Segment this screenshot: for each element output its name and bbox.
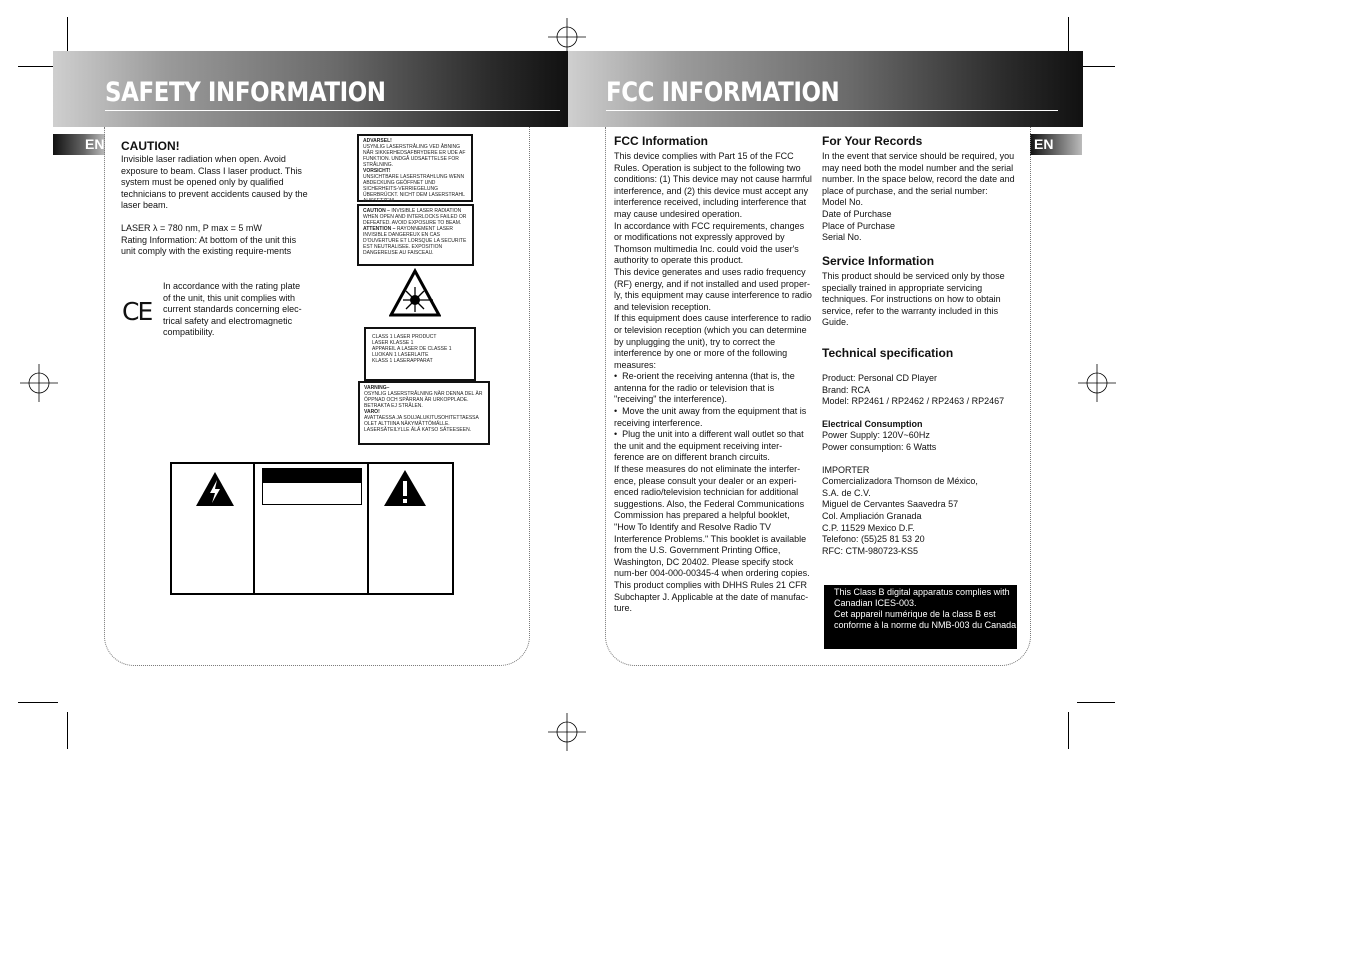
- record-field: Place of Purchase: [822, 220, 896, 231]
- caution-text: Invisible laser radiation when open. Avoid exposure to beam. Class I laser product. This system must be opened only by qualified technicians to prevent accidents caused by the laser beam.: [121, 154, 308, 211]
- fcc-bullet: • Plug the unit into a different wall outlet so that the unit and the equipment receiving inter-ference are on different branch circuits.: [614, 429, 804, 463]
- laser-warning-label-da-de: ADVARSEL! USYNLIG LASERSTRÅLING VED ÅBNING NÅR SIKKERHEDSAFBRYDERE ER UDE AF FUNKTION. UNDGÅ UDSAETTELSE FOR STRÅLNING. VORSICHT! UNSICHTBARE LASERSTRAHLUNG WENN ABDECKUNG GEÖFFNET UND SICHERHEITS-VERRIEGELUNG ÜBERBRÜCKT. NICHT DEM LASERSTRAHL AUSSETZEN!: [357, 134, 473, 202]
- spec-brand: Brand: RCA: [822, 384, 871, 395]
- safety-header-banner: [53, 51, 568, 127]
- registration-mark-icon: [548, 713, 586, 751]
- language-tab: EN: [1030, 134, 1082, 155]
- fcc-paragraph: In accordance with FCC requirements, changes or modifications not expressly approved by Thomson multimedia Inc. could void the user's authority to operate this product.: [614, 220, 805, 266]
- service-text: This product should be serviced only by those specially trained in appropriate servicing techniques. For instructions on how to obtain service, refer to the warranty included in this Guide.: [822, 271, 1005, 328]
- ices-english: This Class B digital apparatus complies with Canadian ICES-003.: [834, 587, 1010, 608]
- records-text: In the event that service should be required, you may need both the model number and the serial number. In the space below, record the date and place of purchase, and the serial number:: [822, 151, 1015, 196]
- importer-line: Telefono: (55)25 81 53 20: [822, 534, 925, 545]
- lightning-warning-icon: [194, 470, 236, 508]
- record-field: Serial No.: [822, 232, 862, 243]
- rating-info: Rating Information: At bottom of the unit this unit comply with the existing require-ments: [121, 234, 297, 257]
- service-heading: Service Information: [822, 254, 935, 268]
- spec-supply: Power Supply: 120V~60Hz: [822, 430, 930, 441]
- page-title: FCC INFORMATION: [606, 77, 840, 108]
- ices-french: Cet appareil numérique de la class B est conforme à la norme du NMB-003 du Canada: [834, 609, 1017, 630]
- importer-line: RFC: CTM-980723-KS5: [822, 545, 919, 556]
- importer-line: Comercializadora Thomson de México,: [822, 476, 978, 487]
- caution-section: [121, 139, 311, 258]
- page-title: SAFETY INFORMATION: [105, 77, 386, 108]
- fcc-paragraph: If this equipment does cause interference to radio or television reception (which you can determine by unplugging the unit), try to correct the interference by one or more of the following measures:: [614, 313, 812, 370]
- fcc-paragraph: This device generates and uses radio frequency (RF) energy, and if not installed and used proper-ly, this equipment may cause interference to radio and television reception.: [614, 266, 812, 312]
- laser-warning-label-sv-fi: VARNING– OSYNLIG LASERSTRÅLNING NÄR DENNA DEL ÄR ÖPPNAD OCH SPÄRRAN ÄR URKOPPLADE. BETRAKTA EJ STRÅLEN. VARO! AVATTAESSA JA SOUJALUKITUSOHITETTAESSA OLET ALTTIINA NÄKYMÄTTÖMÄLLE. LASERSÄTEILYLLE ÄLÄ KATSO SÄTEESEEN.: [358, 381, 490, 445]
- fcc-header-banner: [568, 51, 1083, 127]
- spec-product: Product: Personal CD Player: [822, 373, 938, 383]
- service-section: [822, 254, 1018, 329]
- fcc-bullet: • Move the unit away from the equipment that is receiving interference.: [614, 406, 807, 428]
- importer-line: Miguel de Cervantes Saavedra 57: [822, 499, 959, 510]
- records-section: [822, 134, 1022, 244]
- laser-hazard-icon: [389, 268, 441, 318]
- record-field: Date of Purchase: [822, 208, 892, 219]
- fcc-paragraph: This device complies with Part 15 of the FCC Rules. Operation is subject to the following two conditions: (1) This device may not cause harmful interference, and (2) this device must accept any interference received, including interference that may cause undesired operation.: [614, 151, 812, 219]
- importer-line: Col. Ampliación Granada: [822, 510, 922, 521]
- spec-consumption: Power consumption: 6 Watts: [822, 441, 937, 452]
- importer-line: IMPORTER: [822, 464, 870, 475]
- tech-heading: Technical specification: [822, 346, 954, 360]
- language-tab: EN: [53, 134, 105, 155]
- importer-line: S.A. de C.V.: [822, 487, 871, 498]
- laser-warning-label-en-fr: CAUTION – INVISIBLE LASER RADIATION WHEN OPEN AND INTERLOCKS FAILED OR DEFEATED. AVOID EXPOSURE TO BEAM. ATTENTION – RAYONNEMENT LASER INVISIBLE DANGEREUX EN CAS D'OUVERTURE ET LORSQUE LA SECURITE EST NEUTRALISEE. EXPOSITION DANGEREUSE AU FAISCEAU.: [357, 204, 474, 266]
- caution-banner: [262, 468, 362, 505]
- fcc-paragraph: If these measures do not eliminate the interfer-ence, please consult your dealer or an experi-enced radio/television technician for additional suggestions. Also, the Federal Communications Commission has prepared a helpful booklet, "How To Identify and Resolve Radio TV Interference Problems." This booklet is available from the U.S. Government Printing Office, Washington, DC 20402. Please specify stock num-ber 004-000-00345-4 when ordering copies.: [614, 464, 810, 579]
- fcc-heading: FCC Information: [614, 134, 708, 148]
- exclamation-warning-icon: [382, 468, 428, 508]
- record-field: Model No.: [822, 197, 864, 208]
- ices-notice-box: [824, 585, 1017, 649]
- spec-model: Model: RP2461 / RP2462 / RP2463 / RP2467: [822, 396, 1005, 407]
- importer-line: C.P. 11529 Mexico D.F.: [822, 522, 915, 533]
- class1-laser-label: CLASS 1 LASER PRODUCT LASER KLASSE 1 APPAREIL A LASER DE CLASSE 1 LUOKAN 1 LASERLAITE KLASS 1 LASERAPPARAT: [364, 327, 476, 381]
- caution-heading: CAUTION!: [121, 139, 180, 153]
- fcc-paragraph: This product complies with DHHS Rules 21 CFR Subchapter J. Applicable at the date of manufac-ture.: [614, 579, 809, 614]
- registration-mark-icon: [1078, 364, 1116, 402]
- laser-spec: LASER λ = 780 nm, P max = 5 mW: [121, 222, 262, 233]
- records-heading: For Your Records: [822, 134, 923, 148]
- ce-compliance-text: In accordance with the rating plate of the unit, this unit complies with current standards concerning elec-trical safety and electromagnetic compatibility.: [163, 281, 302, 338]
- ce-mark: CE: [122, 297, 152, 326]
- fcc-section: [614, 134, 812, 615]
- fcc-bullet: • Re-orient the receiving antenna (that is, the antenna for the radio or television that is "receiving" the interference).: [614, 371, 795, 405]
- registration-mark-icon: [20, 364, 58, 402]
- shock-warning-table: [170, 462, 454, 595]
- elec-heading: Electrical Consumption: [822, 418, 923, 429]
- tech-spec-section: [822, 346, 1018, 557]
